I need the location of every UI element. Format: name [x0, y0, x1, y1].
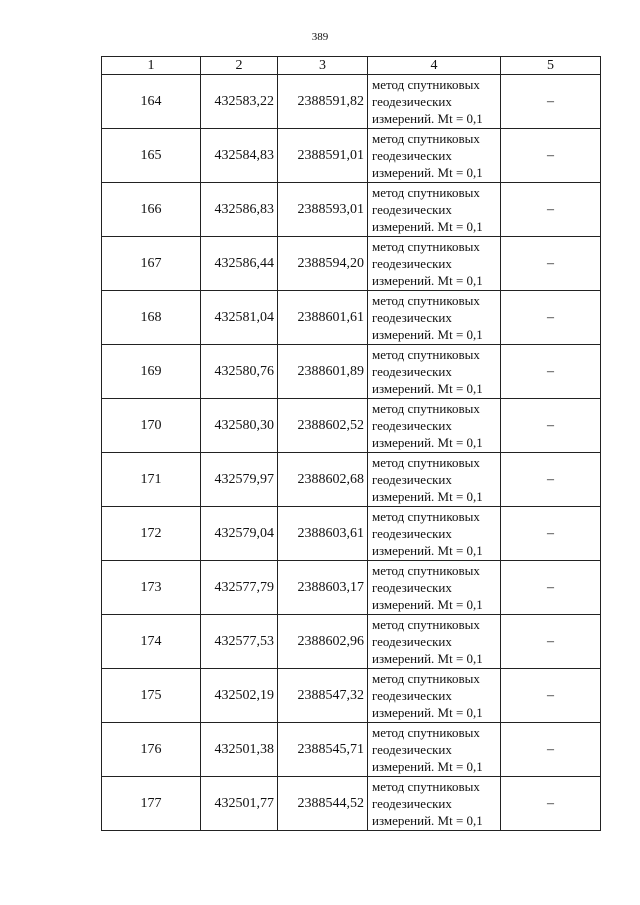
method-line: метод спутниковых [372, 293, 480, 308]
table-row [102, 561, 601, 615]
x-coordinate-cell: 432579,97 [201, 453, 278, 507]
method-line: измерений. Mt = 0,1 [372, 165, 483, 180]
method-line: геодезических [372, 418, 452, 433]
table-row [102, 453, 601, 507]
point-number-cell: 164 [102, 75, 201, 129]
method-cell [368, 723, 501, 777]
method-cell [368, 291, 501, 345]
note-cell: – [501, 291, 601, 345]
x-coordinate-cell: 432502,19 [201, 669, 278, 723]
method-cell [368, 453, 501, 507]
method-line: измерений. Mt = 0,1 [372, 759, 483, 774]
method-line: геодезических [372, 796, 452, 811]
y-coordinate-cell: 2388601,89 [278, 345, 368, 399]
method-line: метод спутниковых [372, 77, 480, 92]
y-coordinate-cell: 2388602,68 [278, 453, 368, 507]
method-line: измерений. Mt = 0,1 [372, 435, 483, 450]
point-number-cell: 173 [102, 561, 201, 615]
table-header-row [102, 57, 601, 75]
note-cell: – [501, 669, 601, 723]
method-line: измерений. Mt = 0,1 [372, 813, 483, 828]
y-coordinate-cell: 2388545,71 [278, 723, 368, 777]
method-line: геодезических [372, 526, 452, 541]
method-line: измерений. Mt = 0,1 [372, 327, 483, 342]
method-cell [368, 669, 501, 723]
x-coordinate-cell: 432580,30 [201, 399, 278, 453]
note-cell: – [501, 75, 601, 129]
x-coordinate-cell: 432583,22 [201, 75, 278, 129]
note-cell: – [501, 129, 601, 183]
column-header: 2 [201, 57, 278, 75]
table-row [102, 291, 601, 345]
method-line: метод спутниковых [372, 617, 480, 632]
method-cell [368, 237, 501, 291]
x-coordinate-cell: 432501,38 [201, 723, 278, 777]
method-cell [368, 345, 501, 399]
point-number-cell: 177 [102, 777, 201, 831]
method-cell [368, 75, 501, 129]
page-number: 389 [311, 31, 329, 43]
method-line: метод спутниковых [372, 347, 480, 362]
x-coordinate-cell: 432577,79 [201, 561, 278, 615]
note-cell: – [501, 615, 601, 669]
note-cell: – [501, 183, 601, 237]
method-line: измерений. Mt = 0,1 [372, 489, 483, 504]
table-row [102, 615, 601, 669]
y-coordinate-cell: 2388544,52 [278, 777, 368, 831]
method-line: метод спутниковых [372, 509, 480, 524]
table-row [102, 345, 601, 399]
x-coordinate-cell: 432577,53 [201, 615, 278, 669]
method-line: геодезических [372, 202, 452, 217]
y-coordinate-cell: 2388603,61 [278, 507, 368, 561]
note-cell: – [501, 237, 601, 291]
note-cell: – [501, 453, 601, 507]
method-line: метод спутниковых [372, 563, 480, 578]
point-number-cell: 167 [102, 237, 201, 291]
method-cell [368, 615, 501, 669]
note-cell: – [501, 561, 601, 615]
column-header: 1 [102, 57, 201, 75]
method-line: измерений. Mt = 0,1 [372, 543, 483, 558]
method-line: метод спутниковых [372, 131, 480, 146]
method-line: измерений. Mt = 0,1 [372, 273, 483, 288]
method-line: метод спутниковых [372, 401, 480, 416]
point-number-cell: 166 [102, 183, 201, 237]
point-number-cell: 176 [102, 723, 201, 777]
point-number-cell: 169 [102, 345, 201, 399]
note-cell: – [501, 345, 601, 399]
x-coordinate-cell: 432501,77 [201, 777, 278, 831]
table-row [102, 129, 601, 183]
method-line: измерений. Mt = 0,1 [372, 381, 483, 396]
method-line: геодезических [372, 742, 452, 757]
method-line: измерений. Mt = 0,1 [372, 705, 483, 720]
column-header: 3 [278, 57, 368, 75]
method-line: геодезических [372, 634, 452, 649]
x-coordinate-cell: 432579,04 [201, 507, 278, 561]
method-line: геодезических [372, 580, 452, 595]
y-coordinate-cell: 2388601,61 [278, 291, 368, 345]
method-line: геодезических [372, 94, 452, 109]
column-header: 5 [501, 57, 601, 75]
table-row [102, 507, 601, 561]
method-line: геодезических [372, 472, 452, 487]
method-cell [368, 399, 501, 453]
point-number-cell: 175 [102, 669, 201, 723]
y-coordinate-cell: 2388591,82 [278, 75, 368, 129]
method-cell [368, 561, 501, 615]
method-line: метод спутниковых [372, 239, 480, 254]
table-row [102, 75, 601, 129]
method-line: измерений. Mt = 0,1 [372, 597, 483, 612]
x-coordinate-cell: 432584,83 [201, 129, 278, 183]
method-line: измерений. Mt = 0,1 [372, 219, 483, 234]
note-cell: – [501, 723, 601, 777]
table-body [102, 75, 601, 831]
table-row [102, 777, 601, 831]
method-cell [368, 129, 501, 183]
x-coordinate-cell: 432586,83 [201, 183, 278, 237]
method-line: метод спутниковых [372, 185, 480, 200]
method-line: метод спутниковых [372, 779, 480, 794]
method-line: геодезических [372, 688, 452, 703]
method-line: геодезических [372, 310, 452, 325]
y-coordinate-cell: 2388594,20 [278, 237, 368, 291]
x-coordinate-cell: 432581,04 [201, 291, 278, 345]
point-number-cell: 168 [102, 291, 201, 345]
note-cell: – [501, 507, 601, 561]
table-row [102, 183, 601, 237]
y-coordinate-cell: 2388602,96 [278, 615, 368, 669]
method-line: геодезических [372, 364, 452, 379]
y-coordinate-cell: 2388591,01 [278, 129, 368, 183]
column-header: 4 [368, 57, 501, 75]
y-coordinate-cell: 2388547,32 [278, 669, 368, 723]
y-coordinate-cell: 2388603,17 [278, 561, 368, 615]
note-cell: – [501, 777, 601, 831]
method-line: геодезических [372, 256, 452, 271]
method-cell [368, 777, 501, 831]
table-row [102, 723, 601, 777]
method-line: метод спутниковых [372, 671, 480, 686]
y-coordinate-cell: 2388593,01 [278, 183, 368, 237]
y-coordinate-cell: 2388602,52 [278, 399, 368, 453]
point-number-cell: 174 [102, 615, 201, 669]
table-row [102, 669, 601, 723]
point-number-cell: 165 [102, 129, 201, 183]
method-cell [368, 183, 501, 237]
method-line: метод спутниковых [372, 725, 480, 740]
x-coordinate-cell: 432586,44 [201, 237, 278, 291]
method-line: измерений. Mt = 0,1 [372, 111, 483, 126]
coordinates-table [101, 56, 601, 831]
method-line: метод спутниковых [372, 455, 480, 470]
point-number-cell: 171 [102, 453, 201, 507]
method-line: измерений. Mt = 0,1 [372, 651, 483, 666]
note-cell: – [501, 399, 601, 453]
x-coordinate-cell: 432580,76 [201, 345, 278, 399]
point-number-cell: 172 [102, 507, 201, 561]
method-cell [368, 507, 501, 561]
point-number-cell: 170 [102, 399, 201, 453]
table-row [102, 399, 601, 453]
method-line: геодезических [372, 148, 452, 163]
table-row [102, 237, 601, 291]
